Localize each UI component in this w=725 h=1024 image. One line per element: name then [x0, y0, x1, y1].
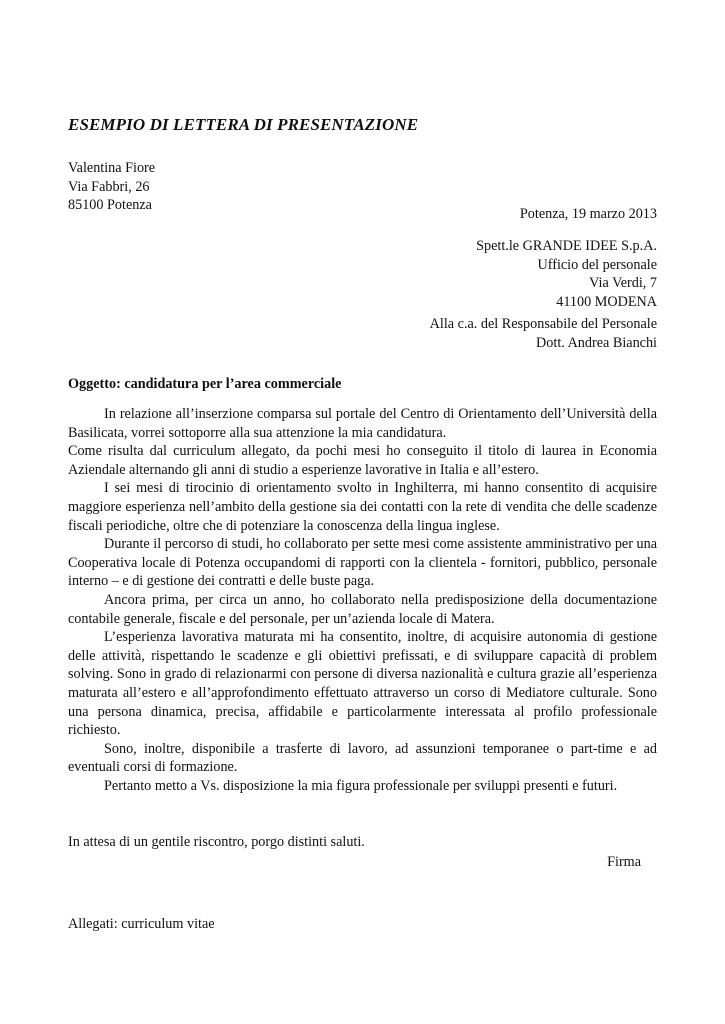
- document-title: ESEMPIO DI LETTERA DI PRESENTAZIONE: [68, 115, 419, 134]
- sender-city: 85100 Potenza: [68, 197, 152, 214]
- body-paragraph: Ancora prima, per circa un anno, ho collaborato nella predisposizione della documentazione contabile generale, fiscale e del personale, per un’azienda locale di Matera.: [68, 591, 657, 627]
- attention-line-1: Alla c.a. del Responsabile del Personale: [429, 316, 657, 332]
- letter-date: Potenza, 19 marzo 2013: [519, 206, 657, 222]
- attention-block: [430, 315, 657, 352]
- recipient-street: Via Verdi, 7: [589, 275, 657, 292]
- letter-body: [68, 405, 657, 795]
- attention-line-2: Dott. Andrea Bianchi: [536, 334, 657, 351]
- body-paragraph: Durante il percorso di studi, ho collaborato per sette mesi come assistente amministrativo per una Cooperativa locale di Potenza occupandomi di rapporti con la clientela - fornitori, pubblico, personale interno – e di gestione dei contratti e delle buste paga.: [68, 536, 657, 590]
- closing-salutation: In attesa di un gentile riscontro, porgo distinti saluti.: [68, 834, 365, 850]
- recipient-address: [476, 237, 657, 311]
- sender-address: [68, 159, 368, 215]
- recipient-city: 41100 MODENA: [556, 293, 657, 310]
- signature-label: Firma: [607, 854, 641, 870]
- body-paragraph: Come risulta dal curriculum allegato, da pochi mesi ho conseguito il titolo di laurea in Economia Aziendale alternando gli anni di studio a esperienze lavorative in Italia e all’estero.: [68, 443, 657, 478]
- recipient-office: Ufficio del personale: [537, 256, 657, 273]
- attachments-line: Allegati: curriculum vitae: [68, 916, 215, 932]
- body-paragraph: L’esperienza lavorativa maturata mi ha consentito, inoltre, di acquisire autonomia di gestione delle attività, rispettando le scadenze e gli obiettivi prefissati, e di sviluppare capacità di problem solving. Sono in grado di relazionarmi con persone di diversa nazionalità e cultura grazie all’esperienza maturata all’estero e all’approfondimento effettuato attraverso un corso di Mediatore culturale. Sono una persona dinamica, precisa, affidabile e particolarmente interessata al profilo professionale richiesto.: [68, 629, 657, 739]
- body-paragraph: In relazione all’inserzione comparsa sul portale del Centro di Orientamento dell’Università della Basilicata, vorrei sottoporre alla sua attenzione la mia candidatura.: [68, 406, 657, 441]
- body-paragraph: I sei mesi di tirocinio di orientamento svolto in Inghilterra, mi hanno consentito di acquisire maggiore esperienza nell’ambito della gestione sia dei contatti con la rete di vendita che delle scadenze fiscali periodiche, oltre che di potenziare la conoscenza della lingua inglese.: [68, 480, 657, 534]
- sender-name: Valentina Fiore: [68, 160, 156, 176]
- sender-street: Via Fabbri, 26: [68, 178, 150, 195]
- letter-subject: Oggetto: candidatura per l’area commerciale: [68, 376, 342, 392]
- body-paragraph: Sono, inoltre, disponibile a trasferte di lavoro, ad assunzioni temporanee o part-time e ad eventuali corsi di formazione.: [68, 740, 657, 776]
- recipient-company: Spett.le GRANDE IDEE S.p.A.: [476, 238, 657, 254]
- body-paragraph: Pertanto metto a Vs. disposizione la mia figura professionale per sviluppi presenti e futuri.: [104, 777, 618, 794]
